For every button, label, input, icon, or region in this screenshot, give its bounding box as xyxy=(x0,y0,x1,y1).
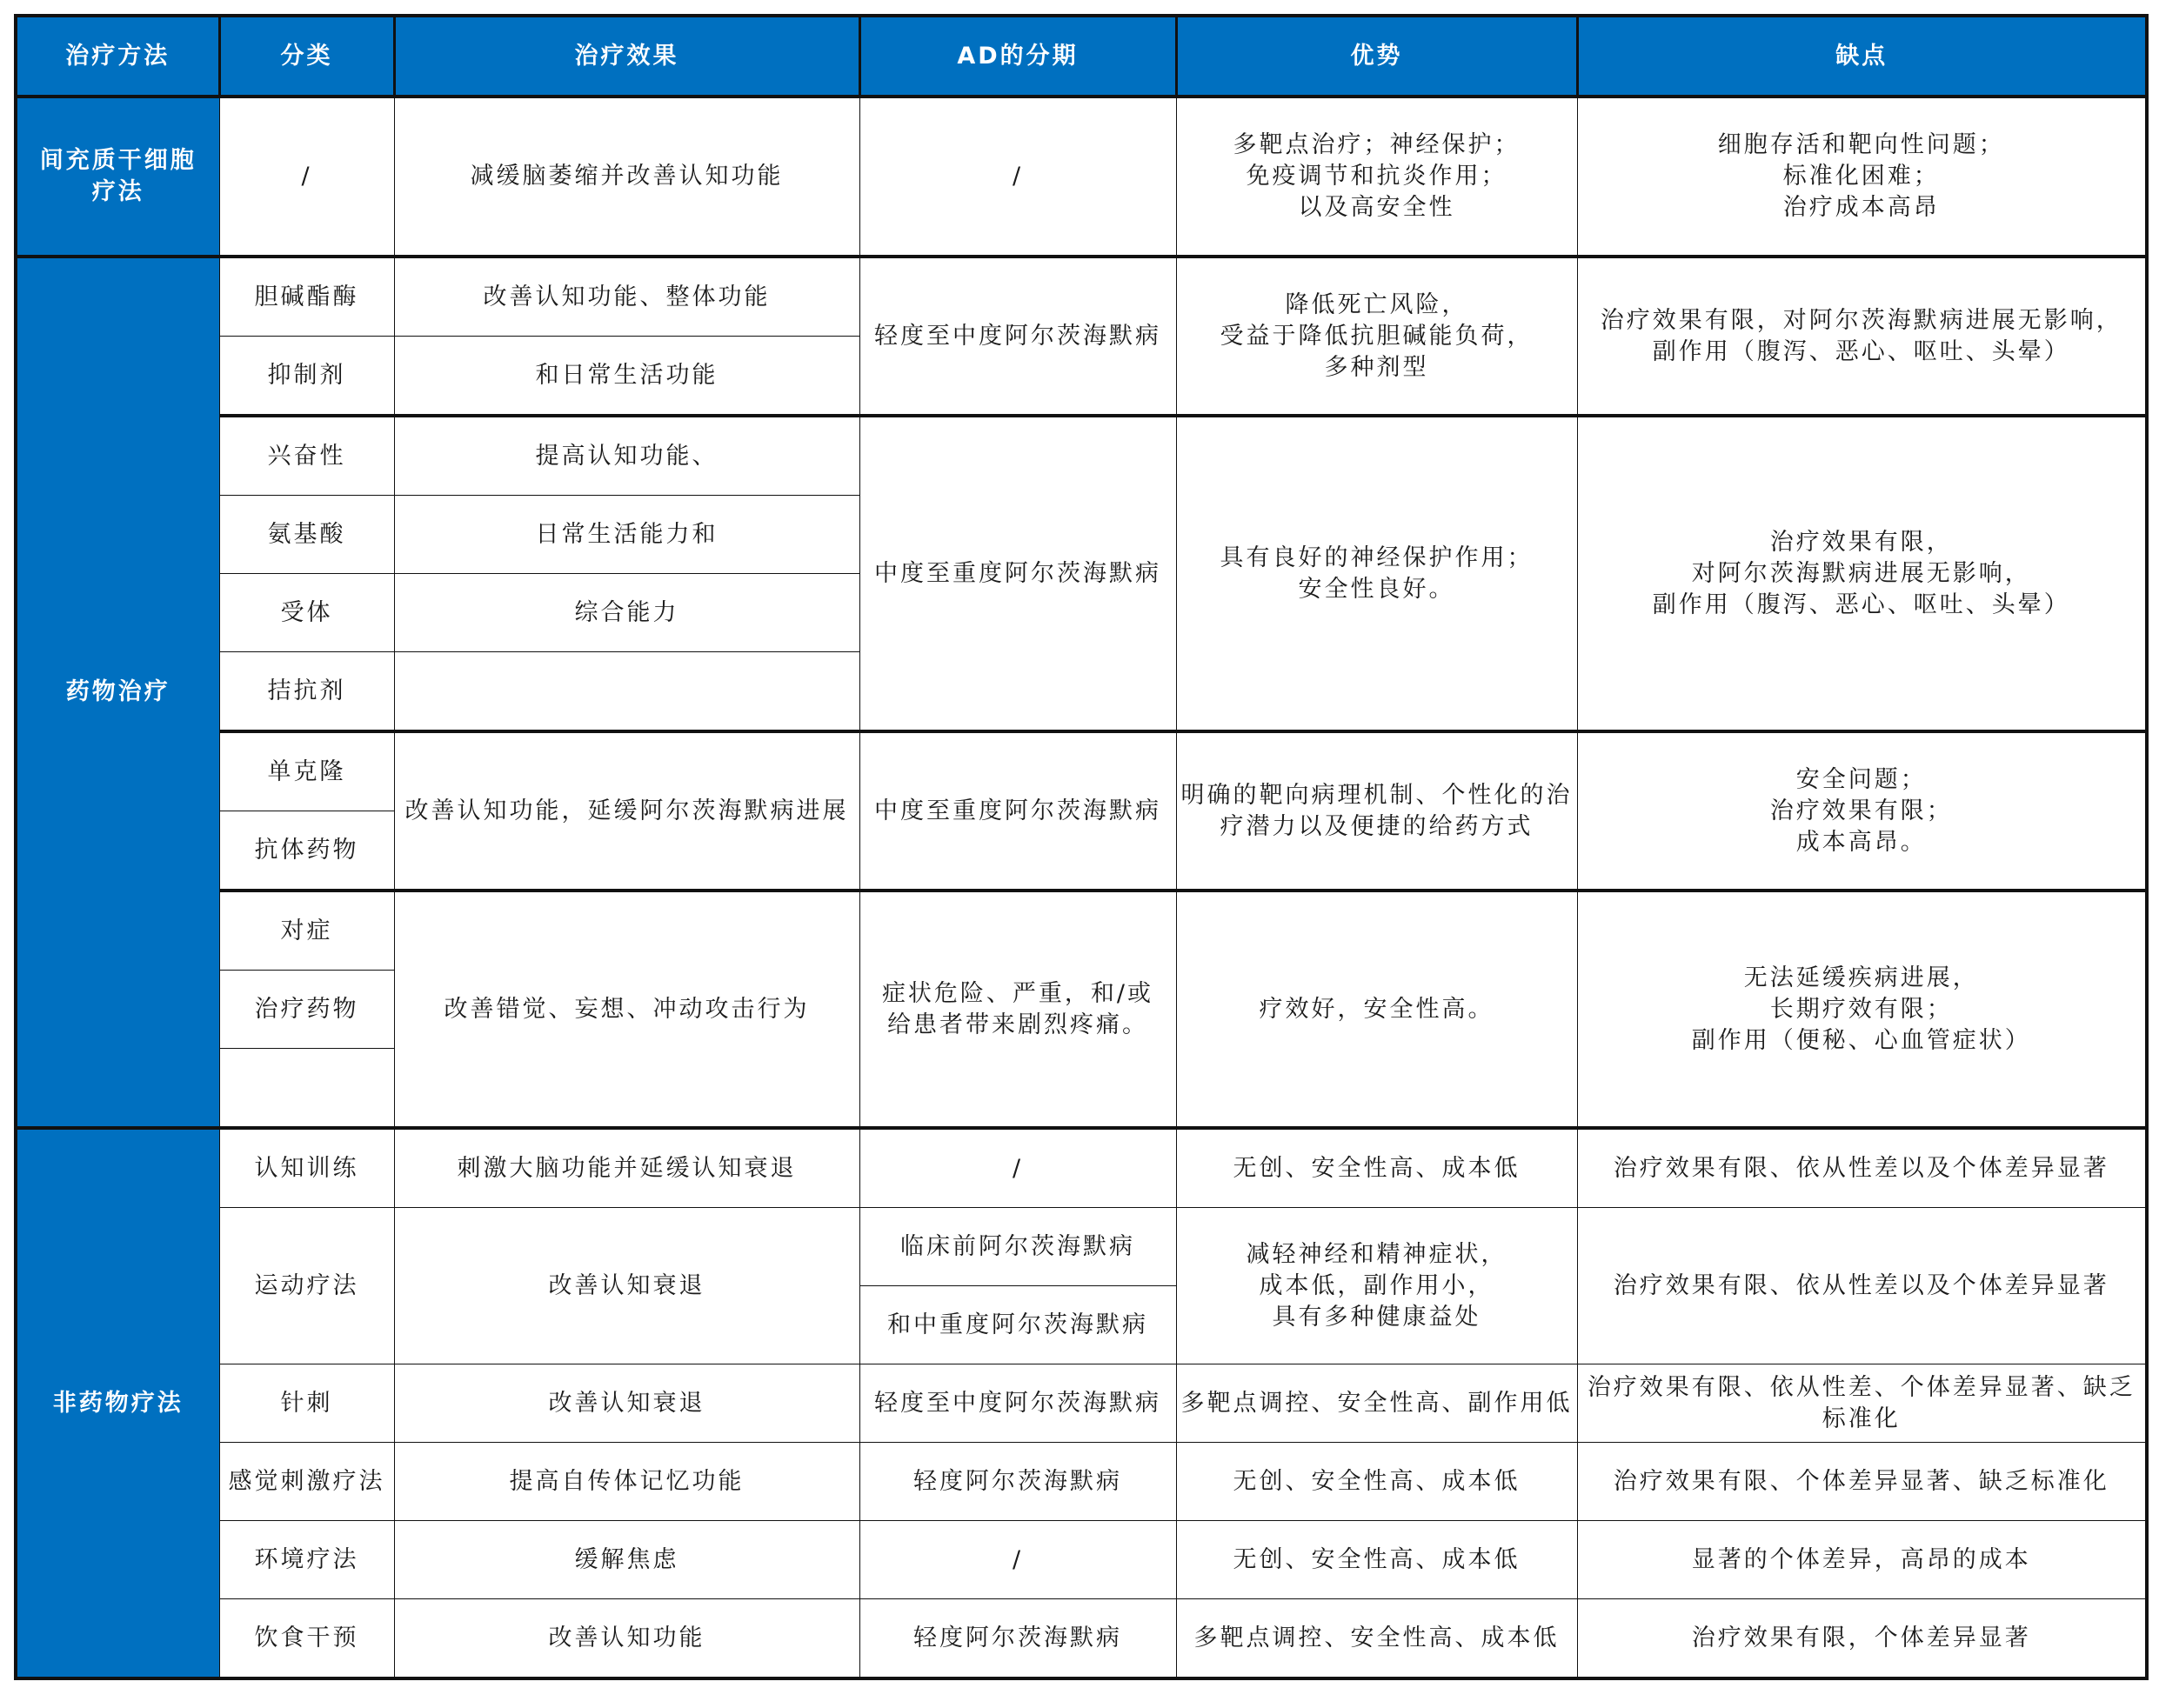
stage-cell: 中度至重度阿尔茨海默病 xyxy=(859,416,1176,731)
category-cell: 治疗药物 xyxy=(219,971,394,1049)
stage-cell: 轻度至中度阿尔茨海默病 xyxy=(859,257,1176,416)
advantages-cell: 无创、安全性高、成本低 xyxy=(1176,1521,1577,1599)
stage-cell: 轻度阿尔茨海默病 xyxy=(859,1443,1176,1521)
disadvantages-cell: 治疗效果有限、依从性差以及个体差异显著 xyxy=(1577,1128,2147,1208)
table-row xyxy=(16,731,2147,811)
advantages-cell: 具有良好的神经保护作用； 安全性良好。 xyxy=(1176,416,1577,731)
category-cell: 兴奋性 xyxy=(219,416,394,496)
disadvantages-cell: 治疗效果有限、依从性差以及个体差异显著 xyxy=(1577,1208,2147,1364)
disadvantages-cell: 治疗效果有限、依从性差、个体差异显著、缺乏标准化 xyxy=(1577,1364,2147,1443)
effect-cell xyxy=(394,652,859,732)
disadvantages-cell: 治疗效果有限，个体差异显著 xyxy=(1577,1599,2147,1679)
disadvantages-cell: 无法延缓疾病进展， 长期疗效有限； 副作用（便秘、心血管症状） xyxy=(1577,891,2147,1128)
header-advantages: 优势 xyxy=(1176,16,1577,97)
effect-cell: 改善认知衰退 xyxy=(394,1364,859,1443)
disadvantages-cell: 细胞存活和靶向性问题； 标准化困难； 治疗成本高昂 xyxy=(1577,97,2147,257)
header-disadvantages: 缺点 xyxy=(1577,16,2147,97)
advantages-cell: 多靶点调控、安全性高、成本低 xyxy=(1176,1599,1577,1679)
category-cell: 饮食干预 xyxy=(219,1599,394,1679)
effect-cell: 和日常生活功能 xyxy=(394,337,859,417)
table-row xyxy=(16,1128,2147,1208)
category-cell: 胆碱酯酶 xyxy=(219,257,394,337)
category-cell: 感觉刺激疗法 xyxy=(219,1443,394,1521)
advantages-cell: 无创、安全性高、成本低 xyxy=(1176,1128,1577,1208)
table-row xyxy=(16,891,2147,971)
disadvantages-cell: 安全问题； 治疗效果有限； 成本高昂。 xyxy=(1577,731,2147,891)
disadvantages-cell: 治疗效果有限、个体差异显著、缺乏标准化 xyxy=(1577,1443,2147,1521)
advantages-cell: 多靶点调控、安全性高、副作用低 xyxy=(1176,1364,1577,1443)
stage-cell: 轻度阿尔茨海默病 xyxy=(859,1599,1176,1679)
category-cell: 针刺 xyxy=(219,1364,394,1443)
stage-cell: / xyxy=(859,1128,1176,1208)
table-row xyxy=(16,416,2147,496)
disadvantages-cell: 治疗效果有限，对阿尔茨海默病进展无影响， 副作用（腹泻、恶心、呕吐、头晕） xyxy=(1577,257,2147,416)
table-row xyxy=(16,1599,2147,1679)
table-row xyxy=(16,1208,2147,1286)
category-cell: / xyxy=(219,97,394,257)
advantages-cell: 明确的靶向病理机制、个性化的治疗潜力以及便捷的给药方式 xyxy=(1176,731,1577,891)
stage-cell: 中度至重度阿尔茨海默病 xyxy=(859,731,1176,891)
disadvantages-cell: 治疗效果有限， 对阿尔茨海默病进展无影响， 副作用（腹泻、恶心、呕吐、头晕） xyxy=(1577,416,2147,731)
header-row xyxy=(16,16,2147,97)
category-cell: 受体 xyxy=(219,574,394,652)
effect-cell: 改善认知功能，延缓阿尔茨海默病进展 xyxy=(394,731,859,891)
effect-cell: 减缓脑萎缩并改善认知功能 xyxy=(394,97,859,257)
advantages-cell: 无创、安全性高、成本低 xyxy=(1176,1443,1577,1521)
category-cell: 抑制剂 xyxy=(219,337,394,417)
effect-cell: 缓解焦虑 xyxy=(394,1521,859,1599)
effect-cell: 综合能力 xyxy=(394,574,859,652)
effect-cell: 提高认知功能、 xyxy=(394,416,859,496)
category-cell: 单克隆 xyxy=(219,731,394,811)
header-stage: AD的分期 xyxy=(859,16,1176,97)
category-cell: 运动疗法 xyxy=(219,1208,394,1364)
stage-cell: / xyxy=(859,1521,1176,1599)
stage-cell: / xyxy=(859,97,1176,257)
effect-cell: 改善认知功能、整体功能 xyxy=(394,257,859,337)
method-cell: 非药物疗法 xyxy=(16,1128,219,1678)
category-cell: 拮抗剂 xyxy=(219,652,394,732)
effect-cell: 日常生活能力和 xyxy=(394,496,859,574)
method-cell: 药物治疗 xyxy=(16,257,219,1128)
category-cell: 抗体药物 xyxy=(219,811,394,891)
category-cell: 认知训练 xyxy=(219,1128,394,1208)
stage-cell: 症状危险、严重，和/或 给患者带来剧烈疼痛。 xyxy=(859,891,1176,1128)
category-cell xyxy=(219,1049,394,1129)
table-row xyxy=(16,1521,2147,1599)
stage-cell: 临床前阿尔茨海默病 xyxy=(859,1208,1176,1286)
method-cell: 间充质干细胞 疗法 xyxy=(16,97,219,257)
table-row xyxy=(16,1364,2147,1443)
category-cell: 对症 xyxy=(219,891,394,971)
header-method: 治疗方法 xyxy=(16,16,219,97)
effect-cell: 刺激大脑功能并延缓认知衰退 xyxy=(394,1128,859,1208)
header-category: 分类 xyxy=(219,16,394,97)
effect-cell: 改善认知功能 xyxy=(394,1599,859,1679)
category-cell: 氨基酸 xyxy=(219,496,394,574)
effect-cell: 提高自传体记忆功能 xyxy=(394,1443,859,1521)
treatment-comparison-table xyxy=(14,14,2149,1680)
header-effect: 治疗效果 xyxy=(394,16,859,97)
disadvantages-cell: 显著的个体差异，高昂的成本 xyxy=(1577,1521,2147,1599)
table-row xyxy=(16,97,2147,257)
table-row xyxy=(16,257,2147,337)
advantages-cell: 减轻神经和精神症状， 成本低，副作用小， 具有多种健康益处 xyxy=(1176,1208,1577,1364)
stage-cell: 轻度至中度阿尔茨海默病 xyxy=(859,1364,1176,1443)
advantages-cell: 降低死亡风险， 受益于降低抗胆碱能负荷， 多种剂型 xyxy=(1176,257,1577,416)
table-row xyxy=(16,1443,2147,1521)
advantages-cell: 多靶点治疗；神经保护； 免疫调节和抗炎作用； 以及高安全性 xyxy=(1176,97,1577,257)
effect-cell: 改善认知衰退 xyxy=(394,1208,859,1364)
advantages-cell: 疗效好，安全性高。 xyxy=(1176,891,1577,1128)
stage-cell: 和中重度阿尔茨海默病 xyxy=(859,1286,1176,1364)
category-cell: 环境疗法 xyxy=(219,1521,394,1599)
effect-cell: 改善错觉、妄想、冲动攻击行为 xyxy=(394,891,859,1128)
